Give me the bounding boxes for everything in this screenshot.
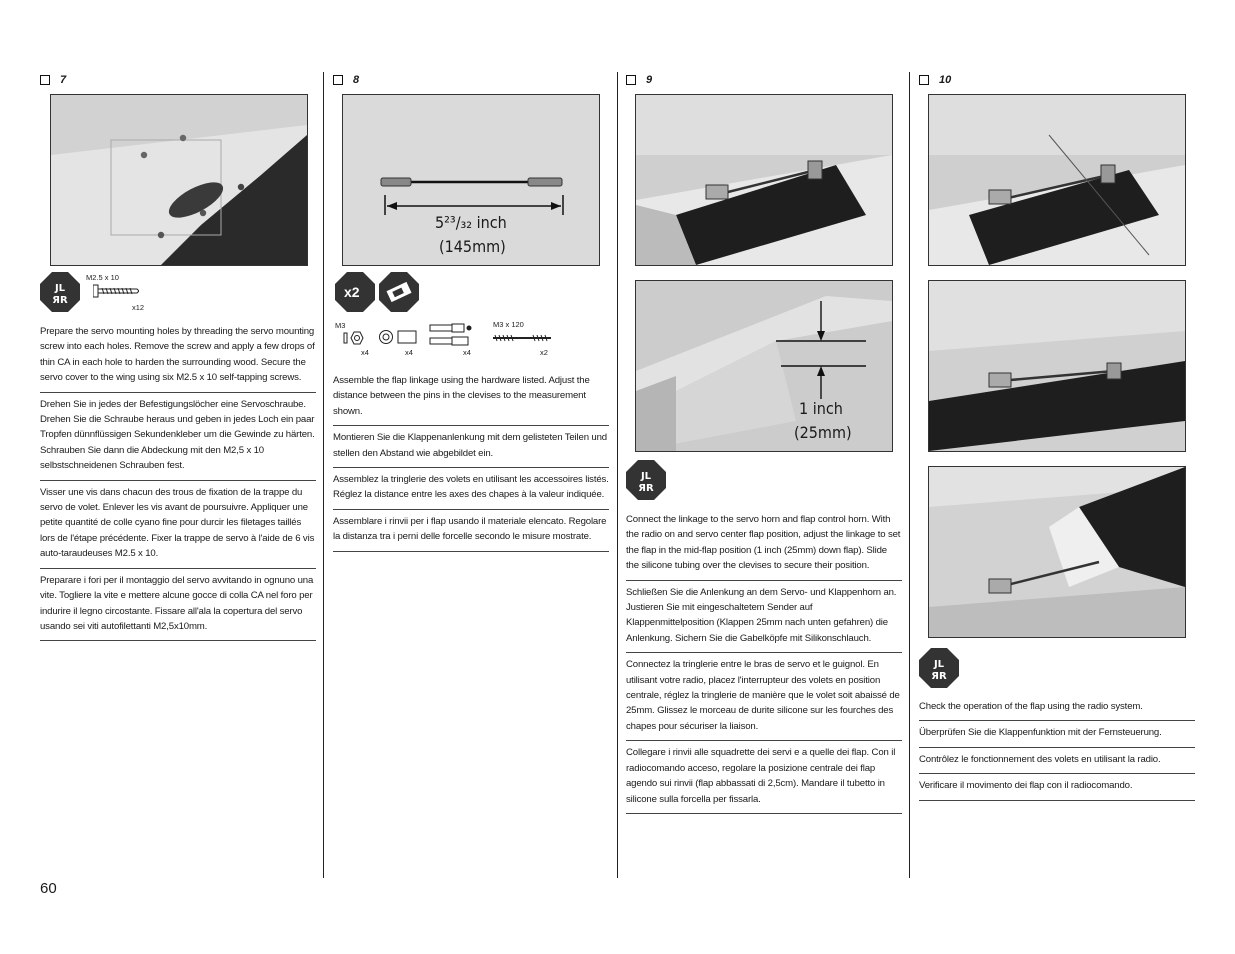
svg-text:JL: JL	[54, 283, 66, 294]
instruction-fr: Assemblez la tringlerie des volets en utilisant les accessoires listés. Réglez la distance entre les axes des chapes à la valeur indiquée.	[333, 468, 609, 510]
step-10-text	[919, 699, 1195, 801]
step-9-header	[626, 74, 652, 86]
screw-icon	[93, 284, 139, 298]
threaded-rod-icon	[493, 334, 551, 342]
step-number: 8	[353, 74, 360, 86]
servo-icon	[40, 272, 80, 312]
measurement-label-metric: (145mm)	[439, 237, 506, 256]
clevis-icon	[429, 323, 475, 347]
measurement-label: 1 inch	[799, 399, 843, 418]
nut-count: x4	[361, 348, 369, 357]
column-divider	[909, 72, 910, 878]
instruction-en: Assemble the flap linkage using the hardware listed. Adjust the distance between the pins in the clevises to the measurement shown.	[333, 373, 609, 426]
step-10-photo-middle	[928, 280, 1186, 452]
hardware-count: x12	[132, 303, 145, 312]
step-9-text	[626, 512, 902, 814]
step-number: 9	[646, 74, 653, 86]
step-7-photo	[50, 94, 308, 266]
step-9-photo-bottom	[635, 280, 893, 452]
measurement-label-metric: (25mm)	[794, 423, 852, 442]
svg-text:JL: JL	[933, 659, 945, 670]
step-10-photo-top	[928, 94, 1186, 266]
instruction-en: Check the operation of the flap using the radio system.	[919, 699, 1195, 721]
step-8-header	[333, 74, 359, 86]
column-divider	[617, 72, 618, 878]
step-8-photo	[342, 94, 600, 266]
step-7-text	[40, 324, 316, 641]
nut-label: M3	[335, 321, 346, 330]
instruction-it: Verificare il movimento dei flap con il radiocomando.	[919, 774, 1195, 800]
step-7-header	[40, 74, 66, 86]
svg-text:ЯR: ЯR	[52, 295, 68, 306]
linkage-icon	[379, 272, 419, 312]
washer-count: x4	[405, 348, 413, 357]
servo-icon	[626, 460, 666, 500]
instruction-fr: Contrôlez le fonctionnement des volets en utilisant la radio.	[919, 748, 1195, 774]
servo-icon	[919, 648, 959, 688]
step-8-text	[333, 373, 609, 552]
instruction-en: Prepare the servo mounting holes by threading the servo mounting screw into each holes. Remove the screw and apply a few drops of thin CA in each hole to harden the surrounding wood. Secure the servo cover to the wing using six M2.5 x 10 self-tapping screws.	[40, 324, 316, 393]
instruction-de: Drehen Sie in jedes der Befestigungslöcher eine Servoschraube. Drehen Sie die Schraube heraus und geben in jedes Loch ein paar Tropfen dünnflüssigen Sekundenkleber um die Gewinde zu härten. Schrauben Sie dann die Abdeckung mit den M2,5 x 10 selbstschneidenen Schrauben fest.	[40, 393, 316, 481]
svg-text:ЯR: ЯR	[931, 671, 947, 682]
instruction-de: Montieren Sie die Klappenanlenkung mit dem gelisteten Teilen und stellen den Abstand wie abgebildet ein.	[333, 426, 609, 468]
nut-icon	[343, 331, 365, 345]
instruction-it: Assemblare i rinvii per i flap usando il materiale elencato. Regolare la distanza tra i perni delle forcelle secondo le misure mostrate.	[333, 510, 609, 552]
checkbox-icon[interactable]	[40, 75, 50, 85]
measurement-label: 5²³/₃₂ inch	[435, 213, 507, 232]
step-9-photo-top	[635, 94, 893, 266]
checkbox-icon[interactable]	[333, 75, 343, 85]
page-number: 60	[40, 880, 57, 897]
instruction-it: Collegare i rinvii alle squadrette dei servi e a quelle dei flap. Con il radiocomando acceso, regolare la posizione centrale dei flap agendo sui rinvii (flap abbassati di 2,5cm). Mandare il tubetto in silicone sulla forcella per fissarla.	[626, 741, 902, 814]
step-10-photo-bottom	[928, 466, 1186, 638]
instruction-fr: Connectez la tringlerie entre le bras de servo et le guignol. En utilisant votre radio, placez l'interrupteur des volets en position centrale, réglez la tringlerie de manière que le volet soit abaissé de 25mm. Glissez le morceau de durite silicone sur les fourches des chapes pour sécuriser la liaison.	[626, 653, 902, 741]
instruction-de: Überprüfen Sie die Klappenfunktion mit der Fernsteuerung.	[919, 721, 1195, 747]
svg-text:ЯR: ЯR	[638, 483, 654, 494]
quantity-badge-text: x2	[344, 284, 360, 300]
instruction-fr: Visser une vis dans chacun des trous de fixation de la trappe du servo de volet. Enlever les vis avant de poursuivre. Appliquer une petite quantité de colle cyano fine pour durcir les filetages taillés lors de l'étape précédente. Fixer la trappe de servo à l'aide de 6 vis auto-taraudeuses M2.5 x 10.	[40, 481, 316, 569]
instruction-it: Preparare i fori per il montaggio del servo avvitando in ognuno una vite. Togliere la vite e mettere alcune gocce di colla CA nel foro per indurire il legno circostante. Fissare all'ala la copertura del servo usando sei viti autofilettanti M2,5x10mm.	[40, 569, 316, 642]
rod-label: M3 x 120	[493, 320, 524, 329]
instruction-en: Connect the linkage to the servo horn and flap control horn. With the radio on and servo center flap position, adjust the linkage to set the flap in the mid-flap position (1 inch (25mm) down flap). Slide the silicone tubing over the clevises to secure their position.	[626, 512, 902, 581]
checkbox-icon[interactable]	[626, 75, 636, 85]
clevis-count: x4	[463, 348, 471, 357]
step-number: 7	[60, 74, 67, 86]
rod-count: x2	[540, 348, 548, 357]
svg-text:JL: JL	[640, 471, 652, 482]
hardware-label: M2.5 x 10	[86, 273, 119, 282]
washer-icon	[378, 329, 418, 345]
checkbox-icon[interactable]	[919, 75, 929, 85]
step-number: 10	[939, 74, 952, 86]
step-10-header	[919, 74, 951, 86]
instruction-de: Schließen Sie die Anlenkung an dem Servo- und Klappenhorn an. Justieren Sie mit eingeschaltetem Sender auf Klappenmittelposition (Klappen 25mm nach unten gefahren) die Anlenkung. Sichern Sie die Gabelköpfe mit Silikonschlauch.	[626, 581, 902, 654]
column-divider	[323, 72, 324, 878]
